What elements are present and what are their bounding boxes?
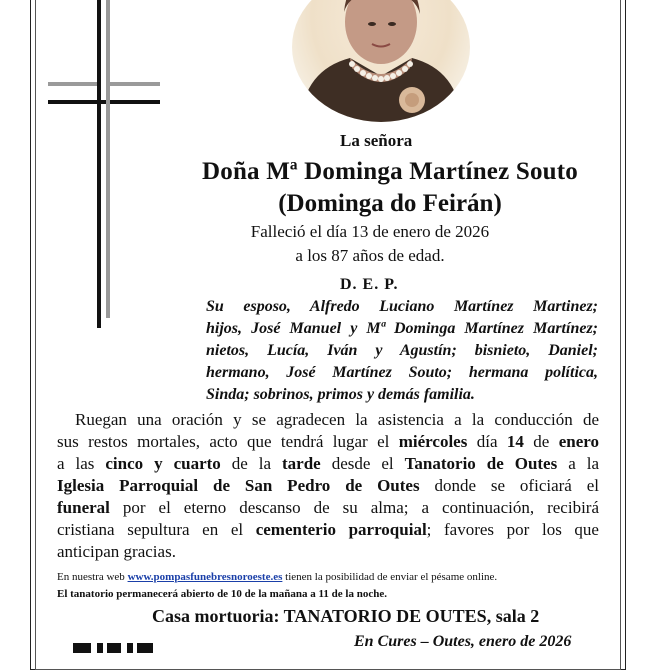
ceremony-line: Iglesia Parroquial de San Pedro de Outes donde se oficiará el bbox=[57, 476, 599, 495]
ceremony-line: a las cinco y cuarto de la tarde desde el Tanatorio de Outes a la bbox=[57, 454, 599, 473]
opening-hours: El tanatorio permanecerá abierto de 10 de la mañana a 11 de la noche. bbox=[57, 588, 387, 600]
deceased-alias: (Dominga do Feirán) bbox=[278, 190, 502, 217]
deceased-name: Doña Mª Dominga Martínez Souto bbox=[202, 158, 578, 185]
ceremony-text bbox=[57, 409, 599, 563]
ceremony-line: sus restos mortales, acto que tendrá lugar el miércoles día 14 de enero bbox=[57, 432, 599, 451]
mortuary-location: Casa mortuoria: TANATORIO DE OUTES, sala 2 bbox=[152, 606, 540, 626]
company-logo bbox=[73, 643, 153, 653]
family-list bbox=[206, 296, 598, 406]
website-link[interactable]: www.pompasfunebresnoroeste.es bbox=[127, 571, 283, 583]
death-date: Falleció el día 13 de enero de 2026 bbox=[250, 222, 490, 241]
family-line: hermano, José Martínez Souto; hermana política, bbox=[206, 364, 598, 381]
dep-heading: D. E. P. bbox=[340, 276, 399, 293]
age-line: a los 87 años de edad. bbox=[295, 246, 445, 265]
ceremony-line: Ruegan una oración y se agradecen la asistencia a la conducción de bbox=[75, 410, 599, 429]
family-line: nietos, Lucía, Iván y Agustín; bisnieto, Daniel; bbox=[206, 342, 598, 359]
ceremony-line: funeral por el eterno descanso de su alma; a continuación, recibirá bbox=[57, 498, 599, 517]
intro-label: La señora bbox=[340, 131, 413, 150]
web-note: En nuestra web www.pompasfunebresnoroeste.es tienen la posibilidad de enviar el pésame online. bbox=[57, 571, 498, 583]
family-line: Su esposo, Alfredo Luciano Martínez Martinez; bbox=[206, 298, 598, 315]
ceremony-line: cristiana sepultura en el cementerio parroquial; favores por los que bbox=[57, 520, 599, 539]
family-line: Sinda; sobrinos, primos y demás familia. bbox=[206, 386, 475, 403]
family-line: hijos, José Manuel y Mª Dominga Martínez Martínez; bbox=[206, 320, 598, 337]
ceremony-line: anticipan gracias. bbox=[57, 542, 176, 561]
place-date: En Cures – Outes, enero de 2026 bbox=[354, 633, 572, 650]
